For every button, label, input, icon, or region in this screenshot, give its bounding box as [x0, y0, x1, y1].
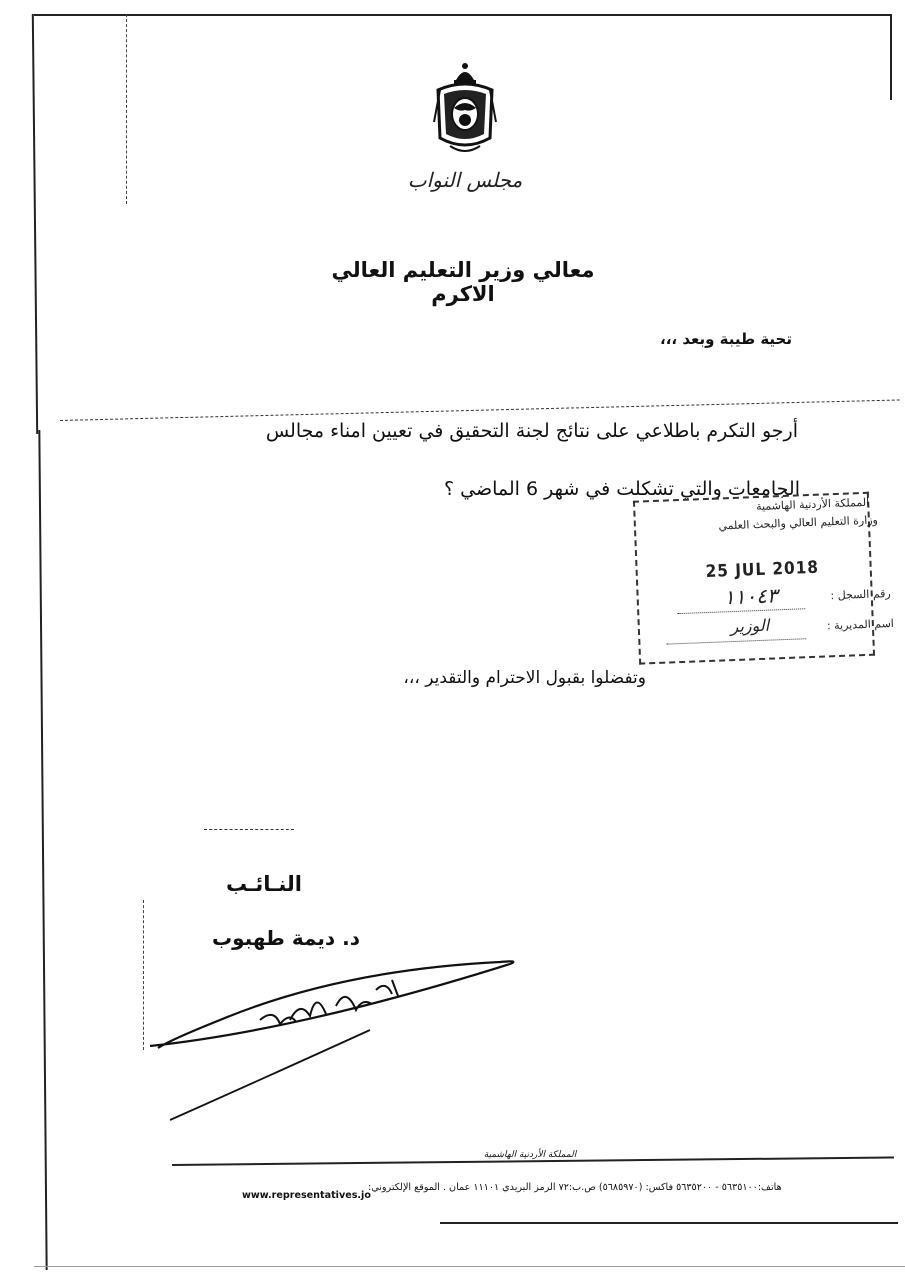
page-border-left — [32, 14, 38, 434]
stamp-directorate-value: الوزير — [730, 615, 770, 637]
page-border-right — [890, 14, 892, 100]
coat-of-arms — [430, 60, 500, 160]
signatory-title: النـائـب — [225, 872, 302, 896]
institution-name: مجلس النواب — [407, 168, 523, 192]
signature-scribble — [140, 950, 520, 1130]
section-mark — [204, 829, 294, 830]
jordan-coat-of-arms-icon — [430, 60, 500, 160]
signatory-name: د. ديمة طهبوب — [212, 926, 360, 950]
fold-line — [60, 399, 900, 421]
footer-bottom-rule — [440, 1222, 898, 1224]
body-line-1: أرجو التكرم باطلاعي على نتائج لجنة التحقيق في تعيين امناء مجالس — [265, 420, 798, 442]
received-stamp — [625, 483, 894, 673]
page-border-bottom — [34, 1266, 905, 1267]
stamp-registry-number: ١١٠٤٣ — [723, 583, 778, 610]
page-border-left-lower — [38, 430, 47, 1270]
footer-website: www.representatives.jo — [242, 1190, 371, 1201]
stamp-date: 25 JUL 2018 — [705, 557, 820, 583]
handwritten-signature — [140, 950, 520, 1130]
margin-marks-upper — [126, 14, 127, 204]
stamp-ministry: وزارة التعليم العالي والبحث العلمي — [718, 513, 879, 533]
greeting: تحية طيبة وبعد ،،، — [660, 330, 792, 348]
closing: وتفضلوا بقبول الاحترام والتقدير ،،، — [403, 668, 646, 688]
footer-emblem-text: المملكة الأردنية الهاشمية — [483, 1150, 577, 1160]
stamp-country: المملكة الأردنية الهاشمية — [755, 495, 870, 514]
addressee: معالي وزير التعليم العالي الاكرم — [331, 258, 595, 306]
page-border-top — [34, 14, 892, 16]
stamp-directorate-label: اسم المديرية : — [826, 616, 895, 633]
footer-contact: هاتف:٥٦٣٥١٠٠ - ٥٦٣٥٢٠٠ فاكس: (٥٦٨٥٩٧٠) ص.ب:٧٢ الرمز البريدي ١١١٠١ عمان . الموقع الإلكتروني: — [368, 1182, 782, 1193]
stamp-registry-label: رقم السجل : — [830, 586, 891, 603]
body-line-2: الجامعات والتي تشكلت في شهر 6 الماضي ؟ — [444, 478, 800, 500]
